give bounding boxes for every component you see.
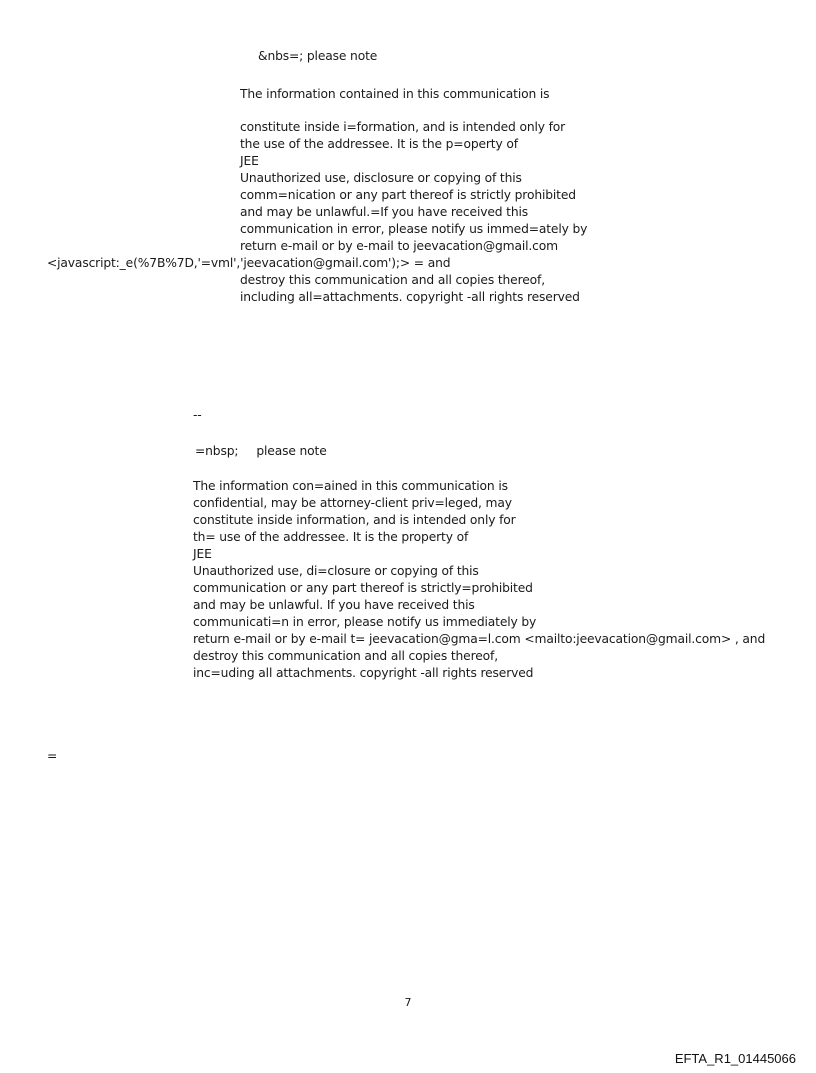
separator: --	[193, 408, 202, 422]
trailing-equals: =	[47, 749, 58, 763]
notice-heading-1: &nbs=; please note	[258, 49, 378, 63]
notice-line: JEE	[193, 547, 212, 561]
notice-line: inc=uding all attachments. copyright -all rights reserved	[193, 666, 534, 680]
notice-line: confidential, may be attorney-client priv=leged, may	[193, 496, 512, 510]
notice-line: communication or any part thereof is strictly=prohibited	[193, 581, 533, 595]
heading-text: please note	[256, 444, 327, 458]
nbsp-prefix: =nbsp;	[195, 444, 239, 458]
notice-line: th= use of the addressee. It is the property of	[193, 530, 469, 544]
notice-line: JEE	[240, 154, 259, 168]
notice-line: return e-mail or by e-mail t= jeevacation@gma=l.com <mailto:jeevacation@gmail.com> , and	[193, 632, 766, 646]
notice-intro-1: The information contained in this communication is	[240, 87, 550, 101]
notice-line: comm=nication or any part thereof is strictly prohibited	[240, 188, 576, 202]
notice-line: constitute inside information, and is intended only for	[193, 513, 516, 527]
document-id: EFTA_R1_01445066	[674, 1051, 796, 1066]
notice-line: Unauthorized use, di=closure or copying of this	[193, 564, 479, 578]
notice-line: and may be unlawful. If you have received this	[193, 598, 475, 612]
notice-line: communication in error, please notify us immed=ately by	[240, 222, 588, 236]
notice-line: The information con=ained in this communication is	[193, 479, 508, 493]
page-number: 7	[404, 996, 412, 1009]
notice-line: communicati=n in error, please notify us immediately by	[193, 615, 537, 629]
notice-line: Unauthorized use, disclosure or copying of this	[240, 171, 522, 185]
notice-line: destroy this communication and all copies thereof,	[193, 649, 498, 663]
notice-line: and may be unlawful.=If you have received this	[240, 205, 529, 219]
notice-line: constitute inside i=formation, and is intended only for	[240, 120, 566, 134]
notice-heading-2	[195, 443, 327, 459]
notice-line: return e-mail or by e-mail to jeevacation@gmail.com	[240, 239, 558, 253]
notice-line: the use of the addressee. It is the p=operty of	[240, 137, 518, 151]
javascript-link-line: <javascript:_e(%7B%7D,'=vml','jeevacation@gmail.com');> = and	[47, 256, 451, 270]
notice-line: including all=attachments. copyright -all rights reserved	[240, 290, 580, 304]
notice-line: destroy this communication and all copies thereof,	[240, 273, 545, 287]
